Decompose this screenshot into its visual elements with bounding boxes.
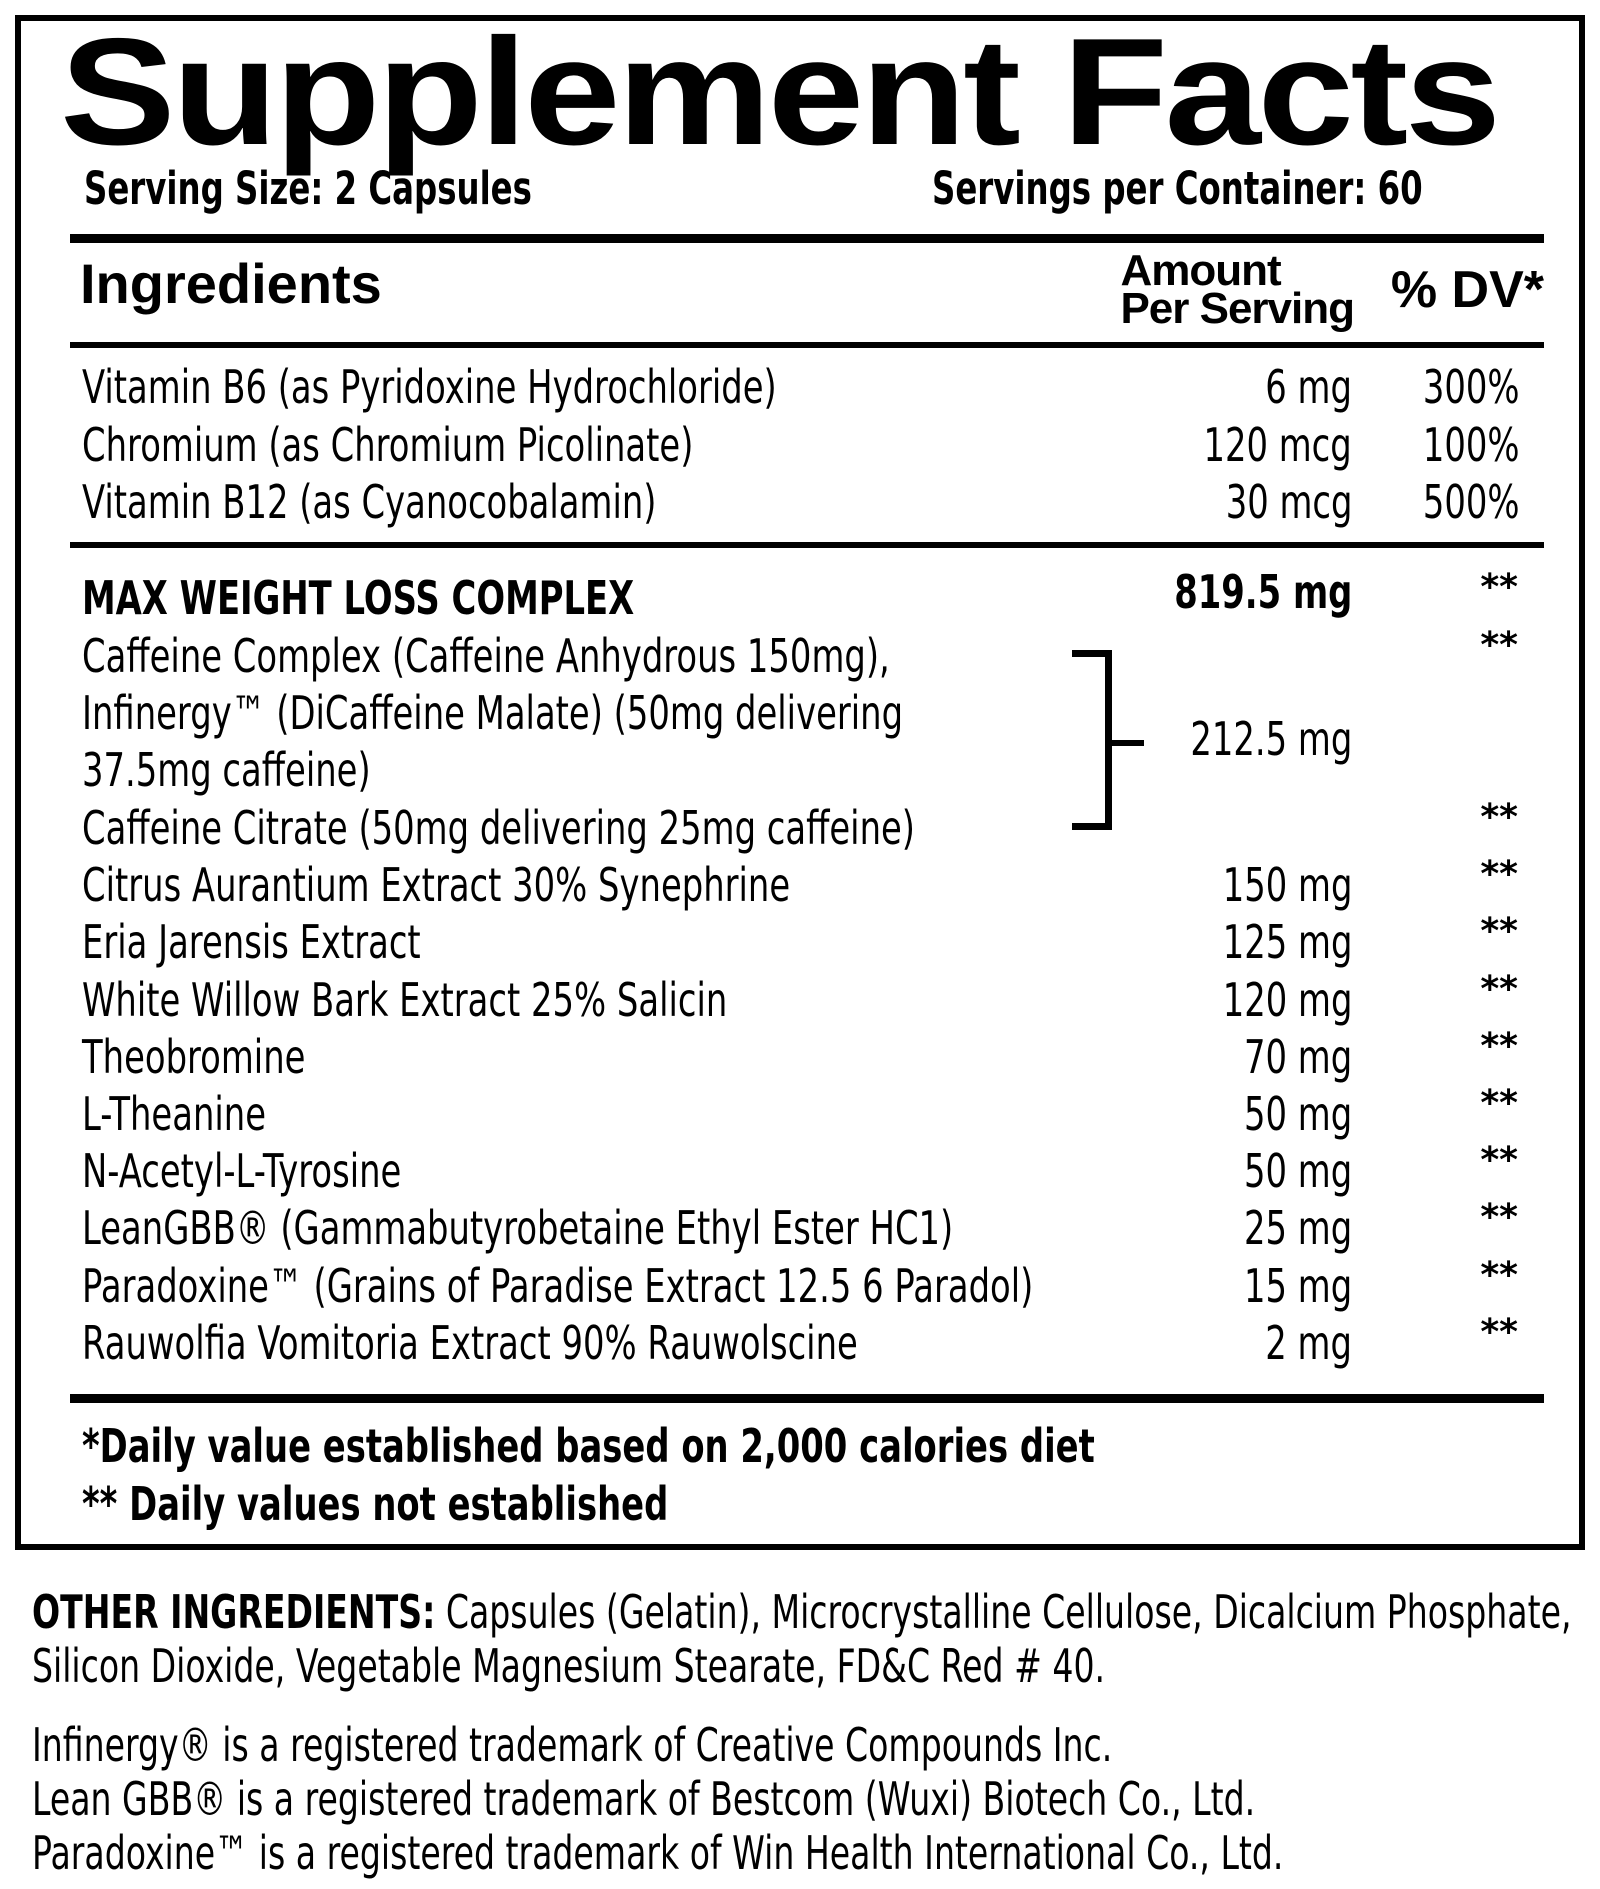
ingredient-dv: ** bbox=[1480, 1312, 1518, 1353]
header-dv: % DV* bbox=[1390, 261, 1544, 319]
ingredient-name: LeanGBB® (Gammabutyrobetaine Ethyl Ester HC1) bbox=[82, 1201, 954, 1255]
ingredient-amount: 120 mcg bbox=[1203, 418, 1352, 472]
table-row bbox=[0, 1199, 1600, 1257]
ingredient-dv: ** bbox=[1480, 1197, 1518, 1238]
rule-vitamins bbox=[70, 542, 1544, 548]
ingredient-dv: ** bbox=[1480, 911, 1518, 952]
table-row bbox=[0, 1028, 1600, 1086]
caffeine-dv-first: ** bbox=[1480, 625, 1518, 666]
ingredient-amount: 125 mg bbox=[1222, 915, 1352, 969]
ingredient-amount: 50 mg bbox=[1243, 1087, 1352, 1141]
ingredient-name: Vitamin B12 (as Cyanocobalamin) bbox=[82, 475, 657, 529]
table-row bbox=[0, 913, 1600, 971]
ingredient-amount: 2 mg bbox=[1265, 1316, 1352, 1370]
complex-dv: ** bbox=[1480, 567, 1518, 608]
caffeine-line bbox=[0, 799, 1600, 857]
ingredient-dv: ** bbox=[1480, 969, 1518, 1010]
ingredient-amount: 120 mg bbox=[1222, 973, 1352, 1027]
footnote-daily-value: *Daily value established based on 2,000 calories diet bbox=[82, 1419, 1095, 1473]
servings-per-container: Servings per Container: 60 bbox=[932, 162, 1423, 215]
header-amount bbox=[1120, 246, 1354, 333]
other-ingredients-label: OTHER INGREDIENTS: bbox=[32, 1585, 436, 1639]
ingredient-dv: ** bbox=[1480, 1255, 1518, 1296]
trademark-leangbb: Lean GBB® is a registered trademark of Bestcom (Wuxi) Biotech Co., Ltd. bbox=[32, 1772, 1256, 1826]
bracket-vertical bbox=[1105, 650, 1112, 830]
ingredient-amount: 25 mg bbox=[1243, 1201, 1352, 1255]
ingredient-name: Paradoxine™ (Grains of Paradise Extract 12.5 6 Paradol) bbox=[82, 1259, 1034, 1313]
ingredient-name: Rauwolfia Vomitoria Extract 90% Rauwolscine bbox=[82, 1316, 858, 1370]
footnote-not-established: ** Daily values not established bbox=[82, 1477, 669, 1531]
caffeine-line-text: Caffeine Citrate (50mg delivering 25mg caffeine) bbox=[82, 801, 916, 855]
rule-thick-top bbox=[70, 234, 1544, 243]
caffeine-line bbox=[0, 627, 1600, 685]
ingredient-amount: 50 mg bbox=[1243, 1144, 1352, 1198]
ingredient-dv: ** bbox=[1480, 1140, 1518, 1181]
complex-row bbox=[0, 565, 1600, 627]
ingredient-amount: 150 mg bbox=[1222, 858, 1352, 912]
table-row bbox=[0, 358, 1600, 416]
header-amount-line1: Amount bbox=[1120, 246, 1281, 295]
ingredient-dv: 500% bbox=[1423, 475, 1520, 529]
table-row bbox=[0, 1085, 1600, 1143]
complex-name: MAX WEIGHT LOSS COMPLEX bbox=[82, 571, 635, 625]
ingredient-amount: 70 mg bbox=[1243, 1030, 1352, 1084]
rule-header bbox=[70, 342, 1544, 348]
ingredient-name: Chromium (as Chromium Picolinate) bbox=[82, 418, 694, 472]
trademark-paradoxine: Paradoxine™ is a registered trademark of Win Health International Co., Ltd. bbox=[32, 1826, 1284, 1880]
ingredient-dv: 100% bbox=[1423, 418, 1520, 472]
caffeine-line bbox=[0, 684, 1600, 742]
ingredient-name: Vitamin B6 (as Pyridoxine Hydrochloride) bbox=[82, 360, 777, 414]
serving-size: Serving Size: 2 Capsules bbox=[84, 162, 532, 215]
ingredient-amount: 15 mg bbox=[1243, 1259, 1352, 1313]
table-row bbox=[0, 856, 1600, 914]
trademark-infinergy: Infinergy® is a registered trademark of Creative Compounds Inc. bbox=[32, 1718, 1113, 1772]
table-row bbox=[0, 416, 1600, 474]
ingredient-name: Citrus Aurantium Extract 30% Synephrine bbox=[82, 858, 791, 912]
complex-amount: 819.5 mg bbox=[1173, 565, 1352, 619]
ingredient-name: White Willow Bark Extract 25% Salicin bbox=[82, 973, 728, 1027]
header-ingredients: Ingredients bbox=[80, 252, 382, 315]
table-row bbox=[0, 1257, 1600, 1315]
table-row bbox=[0, 1314, 1600, 1372]
caffeine-line bbox=[0, 741, 1600, 799]
table-row bbox=[0, 971, 1600, 1029]
bracket-bottom bbox=[1072, 823, 1112, 830]
rule-thick-bottom bbox=[70, 1394, 1544, 1403]
table-row bbox=[0, 473, 1600, 531]
caffeine-group-amount: 212.5 mg bbox=[1190, 712, 1352, 766]
ingredient-name: N-Acetyl-L-Tyrosine bbox=[82, 1144, 402, 1198]
ingredient-dv: ** bbox=[1480, 854, 1518, 895]
ingredient-name: Theobromine bbox=[82, 1030, 306, 1084]
ingredient-dv: ** bbox=[1480, 1083, 1518, 1124]
bracket-pointer bbox=[1112, 740, 1144, 746]
caffeine-line-text: 37.5mg caffeine) bbox=[82, 743, 371, 797]
ingredient-amount: 6 mg bbox=[1265, 360, 1352, 414]
caffeine-dv-last: ** bbox=[1480, 797, 1518, 838]
ingredient-dv: ** bbox=[1480, 1026, 1518, 1067]
other-ingredients-text: Capsules (Gelatin), Microcrystalline Cellulose, Dicalcium Phosphate, Silicon Dioxide, Vegetable Magnesium Stearate, FD&C Red # 40. bbox=[32, 1585, 1572, 1693]
ingredient-amount: 30 mcg bbox=[1225, 475, 1352, 529]
caffeine-line-text: Infinergy™ (DiCaffeine Malate) (50mg delivering bbox=[82, 686, 904, 740]
caffeine-line-text: Caffeine Complex (Caffeine Anhydrous 150mg), bbox=[82, 629, 890, 683]
ingredient-name: L-Theanine bbox=[82, 1087, 266, 1141]
ingredient-dv: 300% bbox=[1423, 360, 1520, 414]
table-row bbox=[0, 1142, 1600, 1200]
other-ingredients bbox=[32, 1585, 1580, 1693]
panel-title: Supplement Facts bbox=[60, 7, 1498, 177]
header-amount-line2: Per Serving bbox=[1120, 284, 1354, 333]
ingredient-name: Eria Jarensis Extract bbox=[82, 915, 421, 969]
